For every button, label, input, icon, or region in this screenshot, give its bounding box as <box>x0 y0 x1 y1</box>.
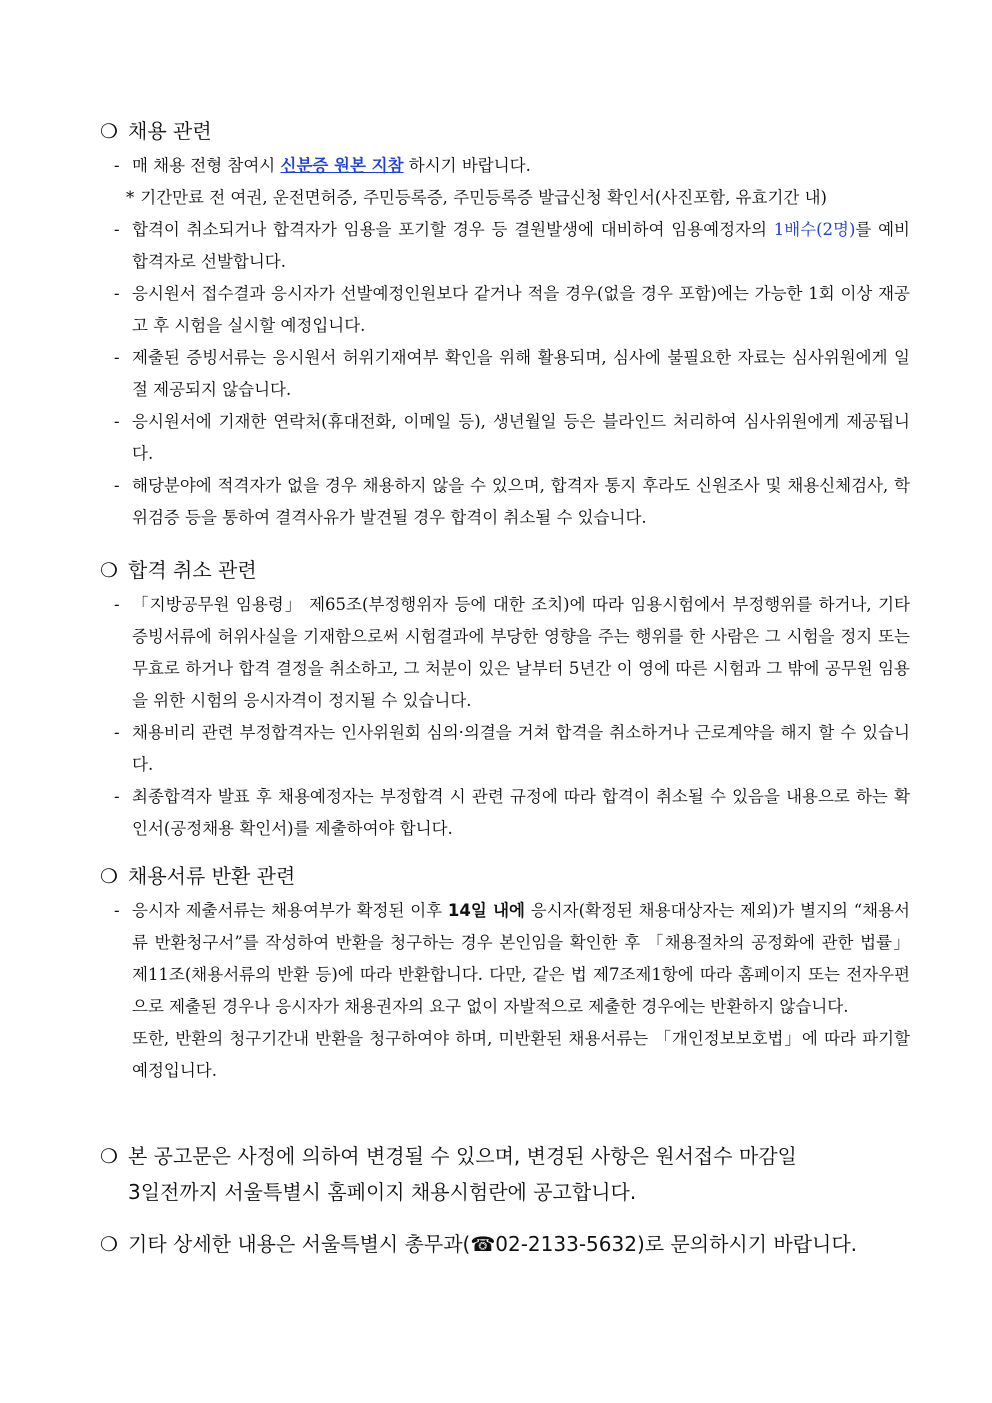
circle-bullet: ❍ <box>100 1232 118 1256</box>
section-document-return <box>100 863 910 1087</box>
deadline-highlight: 14일 내에 <box>447 901 525 920</box>
section-recruitment <box>100 118 910 534</box>
section-pass-cancellation <box>100 557 910 845</box>
note-item: * 기간만료 전 여권, 운전면허증, 주민등록증, 주민등록증 발급신청 확인서(사진포함, 유효기간 내) <box>126 188 827 207</box>
list-item: - 제출된 증빙서류는 응시원서 허위기재여부 확인을 위해 활용되며, 심사에 불필요한 자료는 심사위원에게 일절 제공되지 않습니다. <box>114 348 910 399</box>
circle-bullet: ❍ <box>100 558 118 582</box>
section-title: 채용서류 반환 관련 <box>128 864 296 888</box>
list-item: - 응시원서 접수결과 응시자가 선발예정인원보다 같거나 적을 경우(없을 경우 포함)에는 가능한 1회 이상 재공고 후 시험을 실시할 예정입니다. <box>114 284 910 335</box>
section-title: 채용 관련 <box>128 119 212 143</box>
reserve-count: 1배수(2명) <box>773 220 856 239</box>
list-item: - 채용비리 관련 부정합격자는 인사위원회 심의·의결을 거쳐 합격을 취소하거나 근로계약을 해지 할 수 있습니다. <box>114 723 910 774</box>
section-heading <box>100 557 910 583</box>
list-item: - 「지방공무원 임용령」 제65조(부정행위자 등에 대한 조치)에 따라 임용시험에서 부정행위를 하거나, 기타 증빙서류에 허위사실을 기재함으로써 시험결과에 부당한 영향을 주는 행위를 한 사람은 그 시험을 정지 또는 무효로 하거나 합격 결정을 취소하고, 그 처분이 있은 날부터 5년간 이 영에 따른 시험과 그 밖에 공무원 임용을 위한 시험의 응시자격이 정지될 수 있습니다. <box>114 595 910 710</box>
circle-bullet: ❍ <box>100 1144 118 1168</box>
continuation-paragraph: 또한, 반환의 청구기간내 반환을 청구하여야 하며, 미반환된 채용서류는 「개인정보보호법」에 따라 파기할 예정입니다. <box>132 1029 910 1080</box>
list-item: - 매 채용 전형 참여시 신분증 원본 지참 하시기 바랍니다. <box>114 156 531 175</box>
list-item: - 합격이 취소되거나 합격자가 임용을 포기할 경우 등 결원발생에 대비하여 임용예정자의 1배수(2명)를 예비 합격자로 선발합니다. <box>114 220 910 271</box>
notice-contact: ❍ 기타 상세한 내용은 서울특별시 총무과(☎02-2133-5632)로 문의하시기 바랍니다. <box>100 1226 910 1262</box>
list-item: - 응시자 제출서류는 채용여부가 확정된 이후 14일 내에 응시자(확정된 채용대상자는 제외)가 별지의 “채용서류 반환청구서”를 작성하여 반환을 청구하는 경우 본인임을 확인한 후 「채용절차의 공정화에 관한 법률」 제11조(채용서류의 반환 등)에 따라 반환합니다. 다만, 같은 법 제7조제1항에 따라 홈페이지 또는 전자우편으로 제출된 경우나 응시자가 채용권자의 요구 없이 자발적으로 제출한 경우에는 반환하지 않습니다. <box>114 901 910 1016</box>
list-item: - 응시원서에 기재한 연락처(휴대전화, 이메일 등), 생년월일 등은 블라인드 처리하여 심사위원에게 제공됩니다. <box>114 412 910 463</box>
list-item: - 최종합격자 발표 후 채용예정자는 부정합격 시 관련 규정에 따라 합격이 취소될 수 있음을 내용으로 하는 확인서(공정채용 확인서)를 제출하여야 합니다. <box>114 787 910 838</box>
section-heading <box>100 863 910 889</box>
list-item: - 해당분야에 적격자가 없을 경우 채용하지 않을 수 있으며, 합격자 통지 후라도 신원조사 및 채용신체검사, 학위검증 등을 통하여 결격사유가 발견될 경우 합격이 취소될 수 있습니다. <box>114 476 910 527</box>
circle-bullet: ❍ <box>100 119 118 143</box>
section-title: 합격 취소 관련 <box>128 558 257 582</box>
section-heading <box>100 118 910 144</box>
circle-bullet: ❍ <box>100 864 118 888</box>
notice-change: ❍ 본 공고문은 사정에 의하여 변경될 수 있으며, 변경된 사항은 원서접수 마감일 3일전까지 서울특별시 홈페이지 채용시험란에 공고합니다. <box>100 1138 910 1210</box>
id-card-highlight: 신분증 원본 지참 <box>280 156 404 175</box>
